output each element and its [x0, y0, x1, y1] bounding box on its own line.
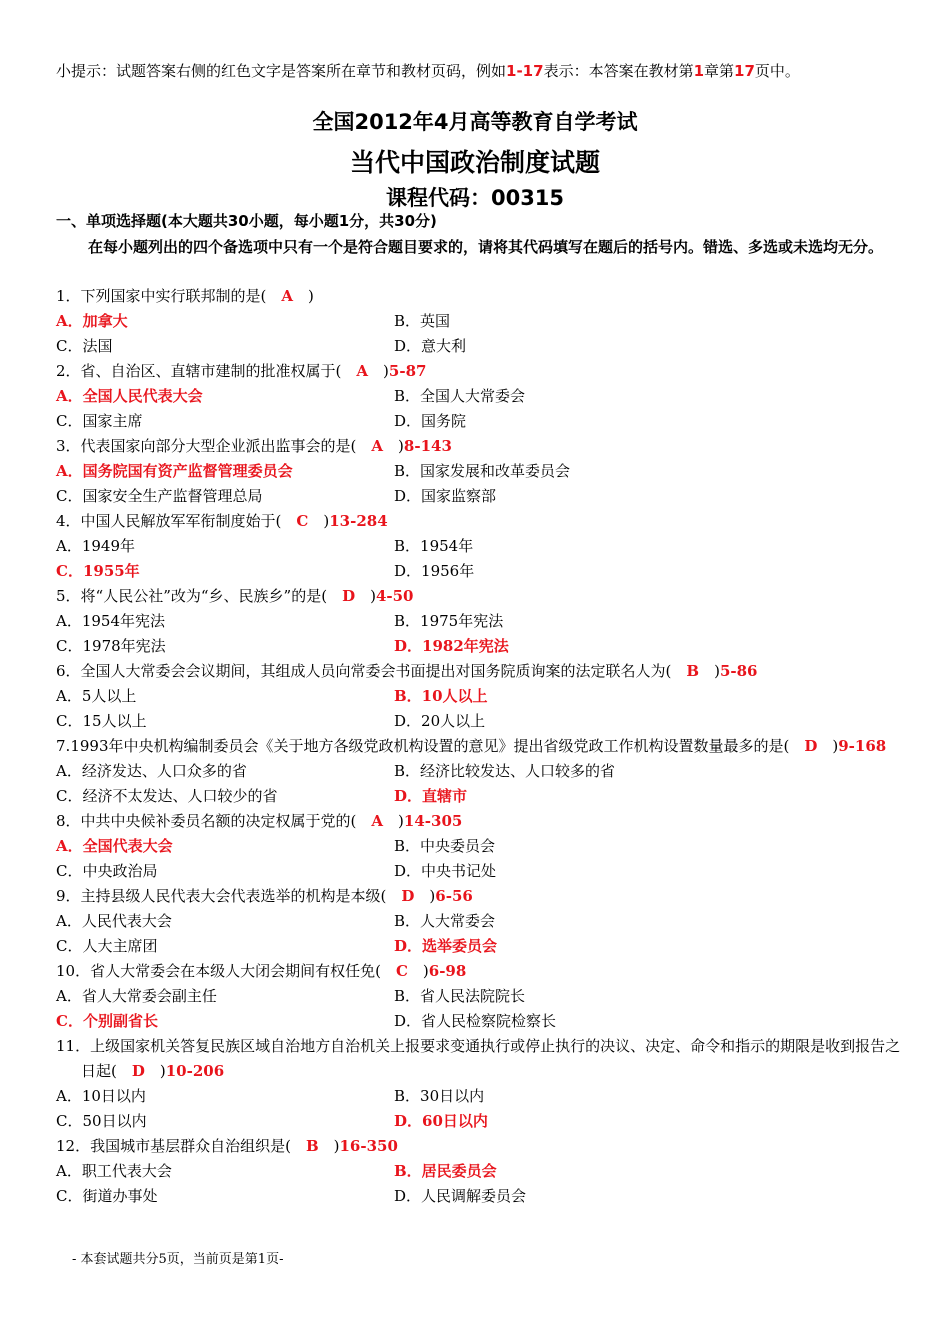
option: A．5人以上 [56, 687, 137, 705]
question-stem [56, 284, 906, 309]
exam-title: 全国2012年4月高等教育自学考试 [312, 110, 638, 134]
question-number: 12． [56, 1137, 91, 1155]
section-heading: 一、单项选择题(本大题共30小题，每小题1分，共30分) [56, 212, 437, 230]
question-close-paren: ) [398, 437, 404, 455]
question-item [56, 884, 906, 959]
question-text: 省、自治区、直辖市建制的批准权属于( [80, 362, 342, 380]
option-grid [56, 909, 906, 959]
option-correct: A．全国人民代表大会 [56, 387, 203, 405]
option-grid [56, 534, 906, 584]
question-answer: B [305, 1137, 319, 1155]
question-stem [56, 1034, 906, 1084]
option: B．国家发展和改革委员会 [394, 462, 571, 480]
option-correct: A．全国代表大会 [56, 837, 173, 855]
option: D．中央书记处 [394, 862, 497, 880]
question-page-ref: 10-206 [165, 1062, 225, 1080]
question-answer: D [401, 887, 415, 905]
option: B．全国人大常委会 [394, 387, 526, 405]
option-grid [56, 459, 906, 509]
option-grid [56, 834, 906, 884]
option: B．30日以内 [394, 1087, 485, 1105]
hint-mid2: 章第 [704, 62, 735, 80]
option: A．人民代表大会 [56, 912, 172, 930]
question-stem [56, 659, 906, 684]
option-correct: D．1982年宪法 [394, 637, 509, 655]
question-item [56, 659, 906, 734]
page-footer: - 本套试题共分5页，当前页是第1页- [72, 1252, 284, 1267]
question-number: 7. [56, 737, 71, 755]
question-number: 9． [56, 887, 81, 905]
question-stem [56, 959, 906, 984]
option-grid [56, 759, 906, 809]
question-page-ref: 9-168 [838, 737, 887, 755]
question-stem [56, 509, 906, 534]
question-stem [56, 434, 906, 459]
question-text: 上级国家机关答复民族区域自治地方自治机关上报要求变通执行或停止执行的决议、决定、命令和指示的期限是收到报告之日起( [81, 1037, 901, 1080]
option: A．1954年宪法 [56, 612, 166, 630]
option-correct: C．1955年 [56, 562, 140, 580]
hint-middle: 表示：本答案在教材第 [543, 62, 694, 80]
hint-line [56, 60, 800, 81]
option-correct: D．60日以内 [394, 1112, 488, 1130]
question-close-paren: ) [398, 812, 404, 830]
question-item [56, 584, 906, 659]
option: C．50日以内 [56, 1112, 147, 1130]
option: C．中央政治局 [56, 862, 158, 880]
question-number: 2． [56, 362, 81, 380]
question-close-paren: ) [323, 512, 330, 530]
question-page-ref: 14-305 [403, 812, 463, 830]
subject-title: 当代中国政治制度试题 [349, 148, 600, 177]
option: C．1978年宪法 [56, 637, 166, 655]
question-text: 1993年中央机构编制委员会《关于地方各级党政机构设置的意见》提出省级党政工作机构设置数量最多的是( [70, 737, 790, 755]
option: D．国家监察部 [394, 487, 497, 505]
option: A．省人大常委会副主任 [56, 987, 217, 1005]
question-close-paren: ) [308, 287, 314, 305]
option: D．意大利 [394, 337, 467, 355]
course-code: 课程代码：00315 [385, 186, 565, 210]
question-list [56, 284, 906, 1209]
question-close-paren: ) [832, 737, 839, 755]
question-answer: C [395, 962, 408, 980]
question-stem [56, 1134, 906, 1159]
question-text: 我国城市基层群众自治组织是( [90, 1137, 291, 1155]
question-text: 中共中央候补委员名额的决定权属于党的( [80, 812, 357, 830]
option-correct: C．个别副省长 [56, 1012, 158, 1030]
option-correct: B．10人以上 [394, 687, 488, 705]
option-correct: D．直辖市 [394, 787, 468, 805]
question-stem [56, 584, 906, 609]
question-number: 8． [56, 812, 81, 830]
question-page-ref: 6-56 [435, 887, 473, 905]
question-stem [56, 734, 906, 759]
question-page-ref: 13-284 [329, 512, 388, 530]
question-page-ref: 16-350 [339, 1137, 398, 1155]
question-number: 5． [56, 587, 81, 605]
question-close-paren: ) [422, 962, 429, 980]
option: C．街道办事处 [56, 1187, 158, 1205]
question-item [56, 434, 906, 509]
question-stem [56, 809, 906, 834]
option-grid [56, 1159, 906, 1209]
option: D．1956年 [394, 562, 475, 580]
question-item [56, 359, 906, 434]
question-number: 3． [56, 437, 81, 455]
question-close-paren: ) [429, 887, 436, 905]
question-answer: C [296, 512, 309, 530]
option: B．英国 [394, 312, 451, 330]
option-grid [56, 1084, 906, 1134]
question-page-ref: 8-143 [403, 437, 452, 455]
question-stem [56, 884, 906, 909]
option-correct: B．居民委员会 [394, 1162, 497, 1180]
question-text: 主持县级人民代表大会代表选举的机构是本级( [80, 887, 387, 905]
hint-chapter: 1 [693, 62, 705, 80]
question-close-paren: ) [714, 662, 720, 680]
question-item [56, 1034, 906, 1134]
option: C．法国 [56, 337, 113, 355]
option: D．省人民检察院检察长 [394, 1012, 557, 1030]
option-grid [56, 984, 906, 1034]
option: B．中央委员会 [394, 837, 496, 855]
hint-page: 17 [734, 62, 755, 80]
question-page-ref: 6-98 [428, 962, 467, 980]
option-grid [56, 384, 906, 434]
question-close-paren: ) [333, 1137, 340, 1155]
option: C．经济不太发达、人口较少的省 [56, 787, 278, 805]
question-number: 11． [56, 1037, 91, 1055]
question-item [56, 509, 906, 584]
hint-suffix: 页中。 [754, 62, 800, 80]
option: D．人民调解委员会 [394, 1187, 527, 1205]
option-correct: A．国务院国有资产监督管理委员会 [56, 462, 293, 480]
option-grid [56, 609, 906, 659]
question-item [56, 959, 906, 1034]
question-text: 将“人民公社”改为“乡、民族乡”的是( [80, 587, 328, 605]
question-close-paren: ) [383, 362, 389, 380]
question-text: 全国人大常委会会议期间，其组成人员向常委会书面提出对国务院质询案的法定联名人为( [80, 662, 672, 680]
option: A．经济发达、人口众多的省 [56, 762, 247, 780]
question-answer: A [356, 362, 369, 380]
question-page-ref: 5-87 [388, 362, 427, 380]
hint-prefix: 小提示：试题答案右侧的红色文字是答案所在章节和教材页码，例如 [56, 62, 507, 80]
option: B．经济比较发达、人口较多的省 [394, 762, 616, 780]
question-answer: A [281, 287, 294, 305]
option: C．15人以上 [56, 712, 147, 730]
option: A．1949年 [56, 537, 136, 555]
question-number: 6． [56, 662, 81, 680]
question-answer: A [371, 437, 384, 455]
question-item [56, 809, 906, 884]
section-instruction: 在每小题列出的四个备选项中只有一个是符合题目要求的，请将其代码填写在题后的括号内。错选、多选或未选均无分。 [88, 238, 884, 256]
option: D．国务院 [394, 412, 467, 430]
option: C．国家安全生产监督管理总局 [56, 487, 263, 505]
option: C．人大主席团 [56, 937, 158, 955]
question-number: 1． [56, 287, 81, 305]
option-grid [56, 309, 906, 359]
question-text: 代表国家向部分大型企业派出监事会的是( [80, 437, 357, 455]
question-text: 中国人民解放军军衔制度始于( [80, 512, 282, 530]
option: C．国家主席 [56, 412, 143, 430]
option: B．1954年 [394, 537, 474, 555]
option: B．1975年宪法 [394, 612, 504, 630]
question-text: 下列国家中实行联邦制的是( [80, 287, 267, 305]
question-item [56, 734, 906, 809]
question-item [56, 1134, 906, 1209]
question-text: 省人大常委会在本级人大闭会期间有权任免( [90, 962, 381, 980]
option: A．10日以内 [56, 1087, 146, 1105]
question-answer: B [686, 662, 700, 680]
question-answer: A [371, 812, 384, 830]
question-close-paren: ) [370, 587, 376, 605]
option: D．20人以上 [394, 712, 486, 730]
option: A．职工代表大会 [56, 1162, 172, 1180]
question-stem [56, 359, 906, 384]
question-answer: D [131, 1062, 145, 1080]
question-page-ref: 4-50 [375, 587, 414, 605]
question-number: 10． [56, 962, 91, 980]
question-close-paren: ) [159, 1062, 166, 1080]
question-answer: D [804, 737, 818, 755]
option: B．省人民法院院长 [394, 987, 526, 1005]
question-item [56, 284, 906, 359]
option-correct: D．选举委员会 [394, 937, 498, 955]
option: B．人大常委会 [394, 912, 496, 930]
question-page-ref: 5-86 [719, 662, 758, 680]
option-grid [56, 684, 906, 734]
question-answer: D [342, 587, 356, 605]
option-correct: A．加拿大 [56, 312, 128, 330]
hint-example-ref: 1-17 [506, 62, 544, 80]
question-number: 4． [56, 512, 81, 530]
